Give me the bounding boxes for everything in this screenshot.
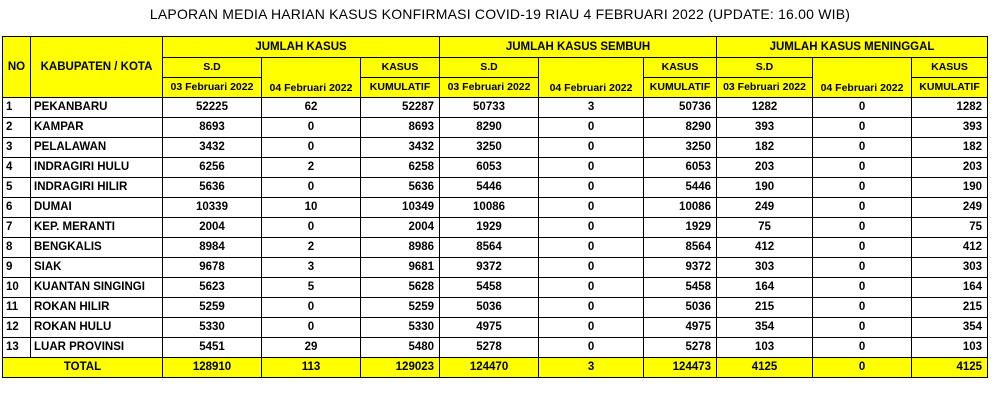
table-row bbox=[3, 298, 988, 318]
row-kabupaten: ROKAN HILIR bbox=[31, 298, 163, 318]
row-kabupaten: KAMPAR bbox=[31, 118, 163, 138]
row-kasus-sd: 5623 bbox=[163, 278, 262, 298]
row-kabupaten: INDRAGIRI HILIR bbox=[31, 178, 163, 198]
total-kasus-sd: 128910 bbox=[163, 358, 262, 378]
header-kasus-kumulatif: KUMULATIF bbox=[361, 78, 440, 98]
row-kasus-today: 29 bbox=[262, 338, 361, 358]
row-kabupaten: LUAR PROVINSI bbox=[31, 338, 163, 358]
row-kasus-today: 2 bbox=[262, 158, 361, 178]
row-meninggal-kumulatif: 182 bbox=[912, 138, 988, 158]
row-meninggal-today: 0 bbox=[813, 118, 912, 138]
total-meninggal-kumulatif: 4125 bbox=[912, 358, 988, 378]
row-meninggal-kumulatif: 1282 bbox=[912, 98, 988, 118]
row-no: 2 bbox=[3, 118, 31, 138]
header-meninggal-sd-date: 03 Februari 2022 bbox=[717, 78, 813, 98]
row-no: 8 bbox=[3, 238, 31, 258]
row-sembuh-today: 0 bbox=[539, 338, 644, 358]
page-title: LAPORAN MEDIA HARIAN KASUS KONFIRMASI COVID-19 RIAU 4 FEBRUARI 2022 (UPDATE: 16.00 WIB) bbox=[149, 6, 851, 22]
row-sembuh-kumulatif: 4975 bbox=[644, 318, 717, 338]
row-kasus-kumulatif: 8986 bbox=[361, 238, 440, 258]
row-kasus-kumulatif: 8693 bbox=[361, 118, 440, 138]
header-kasus-kasus: KASUS bbox=[361, 58, 440, 78]
row-kasus-today: 2 bbox=[262, 238, 361, 258]
row-sembuh-today: 0 bbox=[539, 198, 644, 218]
row-sembuh-today: 0 bbox=[539, 118, 644, 138]
table-row bbox=[3, 218, 988, 238]
row-sembuh-kumulatif: 5278 bbox=[644, 338, 717, 358]
row-sembuh-sd: 4975 bbox=[440, 318, 539, 338]
row-sembuh-today: 0 bbox=[539, 178, 644, 198]
row-sembuh-sd: 1929 bbox=[440, 218, 539, 238]
row-meninggal-sd: 103 bbox=[717, 338, 813, 358]
row-sembuh-kumulatif: 8290 bbox=[644, 118, 717, 138]
row-kasus-sd: 10339 bbox=[163, 198, 262, 218]
row-no: 1 bbox=[3, 98, 31, 118]
table-row bbox=[3, 318, 988, 338]
row-sembuh-sd: 50733 bbox=[440, 98, 539, 118]
row-kasus-kumulatif: 52287 bbox=[361, 98, 440, 118]
row-meninggal-today: 0 bbox=[813, 198, 912, 218]
table-row bbox=[3, 258, 988, 278]
row-kasus-kumulatif: 3432 bbox=[361, 138, 440, 158]
row-kasus-kumulatif: 5628 bbox=[361, 278, 440, 298]
header-jumlah-kasus: JUMLAH KASUS bbox=[163, 37, 440, 58]
row-meninggal-sd: 215 bbox=[717, 298, 813, 318]
row-kasus-sd: 5636 bbox=[163, 178, 262, 198]
row-sembuh-today: 0 bbox=[539, 138, 644, 158]
row-meninggal-today: 0 bbox=[813, 158, 912, 178]
row-no: 7 bbox=[3, 218, 31, 238]
row-meninggal-today: 0 bbox=[813, 98, 912, 118]
row-kabupaten: KEP. MERANTI bbox=[31, 218, 163, 238]
row-meninggal-today: 0 bbox=[813, 178, 912, 198]
header-kabupaten: KABUPATEN / KOTA bbox=[31, 37, 163, 98]
total-kasus-kumulatif: 129023 bbox=[361, 358, 440, 378]
row-meninggal-kumulatif: 303 bbox=[912, 258, 988, 278]
row-kabupaten: KUANTAN SINGINGI bbox=[31, 278, 163, 298]
table-row bbox=[3, 338, 988, 358]
row-sembuh-today: 0 bbox=[539, 318, 644, 338]
row-meninggal-sd: 412 bbox=[717, 238, 813, 258]
row-no: 3 bbox=[3, 138, 31, 158]
row-sembuh-today: 0 bbox=[539, 238, 644, 258]
row-kasus-kumulatif: 2004 bbox=[361, 218, 440, 238]
header-sembuh-sd: S.D bbox=[440, 58, 539, 78]
header-kasus-today: 04 Februari 2022 bbox=[262, 58, 361, 98]
row-sembuh-today: 0 bbox=[539, 158, 644, 178]
row-kasus-today: 0 bbox=[262, 318, 361, 338]
row-kasus-sd: 5330 bbox=[163, 318, 262, 338]
row-kabupaten: PEKANBARU bbox=[31, 98, 163, 118]
row-kasus-sd: 9678 bbox=[163, 258, 262, 278]
row-kasus-sd: 5451 bbox=[163, 338, 262, 358]
header-jumlah-sembuh: JUMLAH KASUS SEMBUH bbox=[440, 37, 717, 58]
row-kasus-sd: 5259 bbox=[163, 298, 262, 318]
row-sembuh-sd: 9372 bbox=[440, 258, 539, 278]
header-meninggal-today: 04 Februari 2022 bbox=[813, 58, 912, 98]
row-meninggal-today: 0 bbox=[813, 258, 912, 278]
row-no: 10 bbox=[3, 278, 31, 298]
row-sembuh-today: 0 bbox=[539, 218, 644, 238]
row-meninggal-today: 0 bbox=[813, 218, 912, 238]
row-sembuh-sd: 5446 bbox=[440, 178, 539, 198]
row-meninggal-today: 0 bbox=[813, 238, 912, 258]
header-jumlah-meninggal: JUMLAH KASUS MENINGGAL bbox=[717, 37, 988, 58]
row-kabupaten: BENGKALIS bbox=[31, 238, 163, 258]
row-meninggal-today: 0 bbox=[813, 318, 912, 338]
row-sembuh-kumulatif: 8564 bbox=[644, 238, 717, 258]
row-kasus-sd: 8984 bbox=[163, 238, 262, 258]
row-meninggal-kumulatif: 164 bbox=[912, 278, 988, 298]
row-sembuh-kumulatif: 10086 bbox=[644, 198, 717, 218]
row-kasus-kumulatif: 5259 bbox=[361, 298, 440, 318]
row-meninggal-sd: 182 bbox=[717, 138, 813, 158]
row-meninggal-today: 0 bbox=[813, 338, 912, 358]
header-kasus-sd: S.D bbox=[163, 58, 262, 78]
row-kasus-today: 0 bbox=[262, 118, 361, 138]
row-meninggal-today: 0 bbox=[813, 138, 912, 158]
row-meninggal-kumulatif: 190 bbox=[912, 178, 988, 198]
row-no: 6 bbox=[3, 198, 31, 218]
row-sembuh-kumulatif: 5458 bbox=[644, 278, 717, 298]
total-kasus-today: 113 bbox=[262, 358, 361, 378]
row-kasus-sd: 6256 bbox=[163, 158, 262, 178]
row-kabupaten: DUMAI bbox=[31, 198, 163, 218]
row-meninggal-today: 0 bbox=[813, 298, 912, 318]
row-kasus-kumulatif: 5480 bbox=[361, 338, 440, 358]
header-sembuh-today: 04 Februari 2022 bbox=[539, 58, 644, 98]
header-sembuh-kumulatif: KUMULATIF bbox=[644, 78, 717, 98]
table-row bbox=[3, 98, 988, 118]
row-sembuh-kumulatif: 1929 bbox=[644, 218, 717, 238]
row-meninggal-sd: 190 bbox=[717, 178, 813, 198]
row-kasus-kumulatif: 6258 bbox=[361, 158, 440, 178]
header-sembuh-sd-date: 03 Februari 2022 bbox=[440, 78, 539, 98]
row-kasus-today: 5 bbox=[262, 278, 361, 298]
row-kabupaten: ROKAN HULU bbox=[31, 318, 163, 338]
total-sembuh-today: 3 bbox=[539, 358, 644, 378]
row-meninggal-sd: 203 bbox=[717, 158, 813, 178]
row-no: 9 bbox=[3, 258, 31, 278]
total-sembuh-kumulatif: 124473 bbox=[644, 358, 717, 378]
total-row bbox=[3, 358, 988, 378]
row-sembuh-today: 0 bbox=[539, 278, 644, 298]
row-meninggal-kumulatif: 412 bbox=[912, 238, 988, 258]
row-kasus-sd: 8693 bbox=[163, 118, 262, 138]
row-sembuh-sd: 10086 bbox=[440, 198, 539, 218]
row-sembuh-sd: 3250 bbox=[440, 138, 539, 158]
total-meninggal-sd: 4125 bbox=[717, 358, 813, 378]
row-kasus-today: 3 bbox=[262, 258, 361, 278]
row-sembuh-kumulatif: 3250 bbox=[644, 138, 717, 158]
row-sembuh-kumulatif: 6053 bbox=[644, 158, 717, 178]
row-meninggal-kumulatif: 215 bbox=[912, 298, 988, 318]
row-meninggal-sd: 1282 bbox=[717, 98, 813, 118]
row-meninggal-sd: 249 bbox=[717, 198, 813, 218]
row-kabupaten: SIAK bbox=[31, 258, 163, 278]
table-row bbox=[3, 278, 988, 298]
table-row bbox=[3, 158, 988, 178]
table-row bbox=[3, 198, 988, 218]
row-no: 4 bbox=[3, 158, 31, 178]
row-meninggal-kumulatif: 75 bbox=[912, 218, 988, 238]
row-kasus-kumulatif: 5636 bbox=[361, 178, 440, 198]
row-sembuh-today: 3 bbox=[539, 98, 644, 118]
row-kasus-today: 62 bbox=[262, 98, 361, 118]
row-sembuh-today: 0 bbox=[539, 258, 644, 278]
header-no: NO bbox=[3, 37, 31, 98]
header-sembuh-kasus: KASUS bbox=[644, 58, 717, 78]
table-row bbox=[3, 178, 988, 198]
header-meninggal-sd: S.D bbox=[717, 58, 813, 78]
row-sembuh-kumulatif: 9372 bbox=[644, 258, 717, 278]
row-sembuh-kumulatif: 5036 bbox=[644, 298, 717, 318]
table-row bbox=[3, 238, 988, 258]
row-kasus-today: 0 bbox=[262, 298, 361, 318]
row-sembuh-sd: 5458 bbox=[440, 278, 539, 298]
row-sembuh-sd: 8290 bbox=[440, 118, 539, 138]
row-no: 12 bbox=[3, 318, 31, 338]
row-meninggal-sd: 75 bbox=[717, 218, 813, 238]
row-kasus-sd: 52225 bbox=[163, 98, 262, 118]
row-kasus-kumulatif: 9681 bbox=[361, 258, 440, 278]
covid-report-table bbox=[2, 36, 988, 378]
row-no: 5 bbox=[3, 178, 31, 198]
row-kabupaten: INDRAGIRI HULU bbox=[31, 158, 163, 178]
row-meninggal-kumulatif: 103 bbox=[912, 338, 988, 358]
row-kasus-today: 10 bbox=[262, 198, 361, 218]
row-kasus-sd: 2004 bbox=[163, 218, 262, 238]
row-sembuh-sd: 8564 bbox=[440, 238, 539, 258]
row-meninggal-today: 0 bbox=[813, 278, 912, 298]
row-kasus-today: 0 bbox=[262, 178, 361, 198]
row-kasus-kumulatif: 10349 bbox=[361, 198, 440, 218]
row-kasus-today: 0 bbox=[262, 138, 361, 158]
row-meninggal-kumulatif: 354 bbox=[912, 318, 988, 338]
row-meninggal-sd: 393 bbox=[717, 118, 813, 138]
row-sembuh-sd: 6053 bbox=[440, 158, 539, 178]
total-sembuh-sd: 124470 bbox=[440, 358, 539, 378]
row-meninggal-kumulatif: 249 bbox=[912, 198, 988, 218]
row-kasus-today: 0 bbox=[262, 218, 361, 238]
row-no: 13 bbox=[3, 338, 31, 358]
row-no: 11 bbox=[3, 298, 31, 318]
row-sembuh-today: 0 bbox=[539, 298, 644, 318]
row-meninggal-sd: 354 bbox=[717, 318, 813, 338]
row-kabupaten: PELALAWAN bbox=[31, 138, 163, 158]
header-meninggal-kasus: KASUS bbox=[912, 58, 988, 78]
total-label: TOTAL bbox=[3, 358, 163, 378]
table-row bbox=[3, 138, 988, 158]
row-kasus-sd: 3432 bbox=[163, 138, 262, 158]
row-meninggal-sd: 303 bbox=[717, 258, 813, 278]
row-sembuh-kumulatif: 50736 bbox=[644, 98, 717, 118]
row-sembuh-sd: 5036 bbox=[440, 298, 539, 318]
table-body bbox=[3, 98, 988, 358]
row-meninggal-kumulatif: 203 bbox=[912, 158, 988, 178]
row-kasus-kumulatif: 5330 bbox=[361, 318, 440, 338]
total-meninggal-today: 0 bbox=[813, 358, 912, 378]
header-kasus-sd-date: 03 Februari 2022 bbox=[163, 78, 262, 98]
table-row bbox=[3, 118, 988, 138]
row-sembuh-sd: 5278 bbox=[440, 338, 539, 358]
row-meninggal-kumulatif: 393 bbox=[912, 118, 988, 138]
row-meninggal-sd: 164 bbox=[717, 278, 813, 298]
row-sembuh-kumulatif: 5446 bbox=[644, 178, 717, 198]
header-meninggal-kumulatif: KUMULATIF bbox=[912, 78, 988, 98]
